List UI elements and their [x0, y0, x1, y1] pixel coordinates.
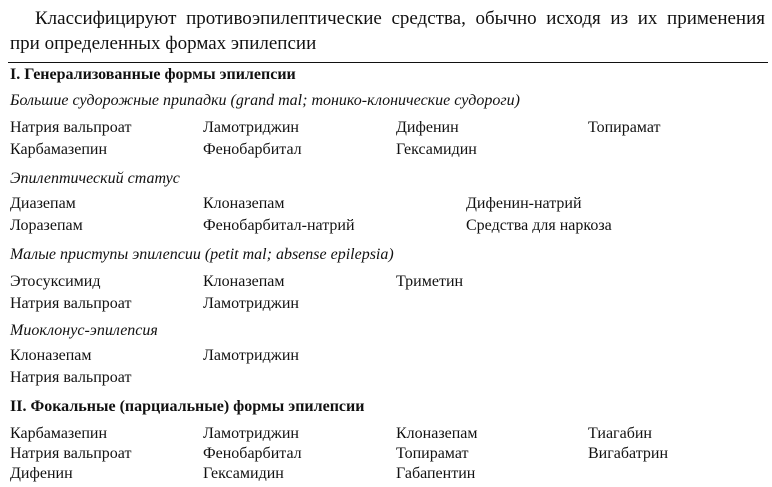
drug-row — [10, 194, 765, 216]
drug-name: Дифенин — [10, 465, 73, 482]
drug-row — [10, 118, 765, 140]
drug-name: Дифенин-натрий — [466, 195, 582, 212]
drug-name: Фенобарбитал — [203, 445, 302, 462]
divider-line — [8, 62, 768, 63]
drug-grid — [10, 346, 765, 390]
group-subtitle: Эпилептический статус — [10, 170, 180, 187]
drug-name: Гексамидин — [396, 141, 477, 158]
drug-name: Карбамазепин — [10, 141, 108, 158]
drug-name: Вигабатрин — [588, 445, 669, 462]
group-subtitle: Большие судорожные припадки (grand mal; тонико-клонические судороги) — [10, 92, 520, 109]
drug-row — [10, 424, 765, 444]
drug-row — [10, 444, 765, 464]
drug-name: Карбамазепин — [10, 425, 108, 442]
section-heading: I. Генерализованные формы эпилепсии — [10, 66, 296, 83]
drug-row — [10, 272, 765, 294]
drug-name: Топирамат — [396, 445, 469, 462]
group-subtitle: Малые приступы эпилепсии (petit mal; absense epilepsia) — [10, 246, 394, 263]
drug-name: Ламотриджин — [203, 119, 299, 136]
drug-name: Ламотриджин — [203, 295, 299, 312]
group-subtitle: Миоклонус-эпилепсия — [10, 322, 158, 339]
section-heading: II. Фокальные (парциальные) формы эпилепсии — [10, 398, 365, 415]
drug-name: Диазепам — [10, 195, 76, 212]
intro-paragraph: Классифицируют противоэпилептические средства, обычно исходя из их применения при определенных формах эпилепсии — [10, 8, 765, 54]
drug-name: Натрия вальпроат — [10, 445, 132, 462]
drug-name: Натрия вальпроат — [10, 119, 132, 136]
drug-name: Фенобарбитал — [203, 141, 302, 158]
drug-row — [10, 216, 765, 238]
drug-name: Топирамат — [588, 119, 661, 136]
drug-name: Фенобарбитал-натрий — [203, 217, 355, 234]
drug-row — [10, 464, 765, 484]
drug-name: Ламотриджин — [203, 347, 299, 364]
drug-row — [10, 346, 765, 368]
drug-name: Клоназепам — [396, 425, 478, 442]
drug-name: Этосуксимид — [10, 273, 101, 290]
drug-grid — [10, 272, 765, 316]
drug-grid — [10, 424, 765, 484]
drug-name: Габапентин — [396, 465, 476, 482]
drug-name: Ламотриджин — [203, 425, 299, 442]
drug-name: Средства для наркоза — [466, 217, 612, 234]
drug-grid — [10, 194, 765, 238]
drug-grid — [10, 118, 765, 162]
drug-name: Триметин — [396, 273, 464, 290]
drug-row — [10, 294, 765, 316]
drug-name: Гексамидин — [203, 465, 284, 482]
drug-name: Клоназепам — [10, 347, 92, 364]
drug-name: Дифенин — [396, 119, 459, 136]
drug-row — [10, 140, 765, 162]
drug-row — [10, 368, 765, 390]
drug-name: Натрия вальпроат — [10, 295, 132, 312]
drug-name: Клоназепам — [203, 273, 285, 290]
drug-name: Тиагабин — [588, 425, 652, 442]
drug-name: Натрия вальпроат — [10, 369, 132, 386]
drug-name: Лоразепам — [10, 217, 83, 234]
drug-name: Клоназепам — [203, 195, 285, 212]
